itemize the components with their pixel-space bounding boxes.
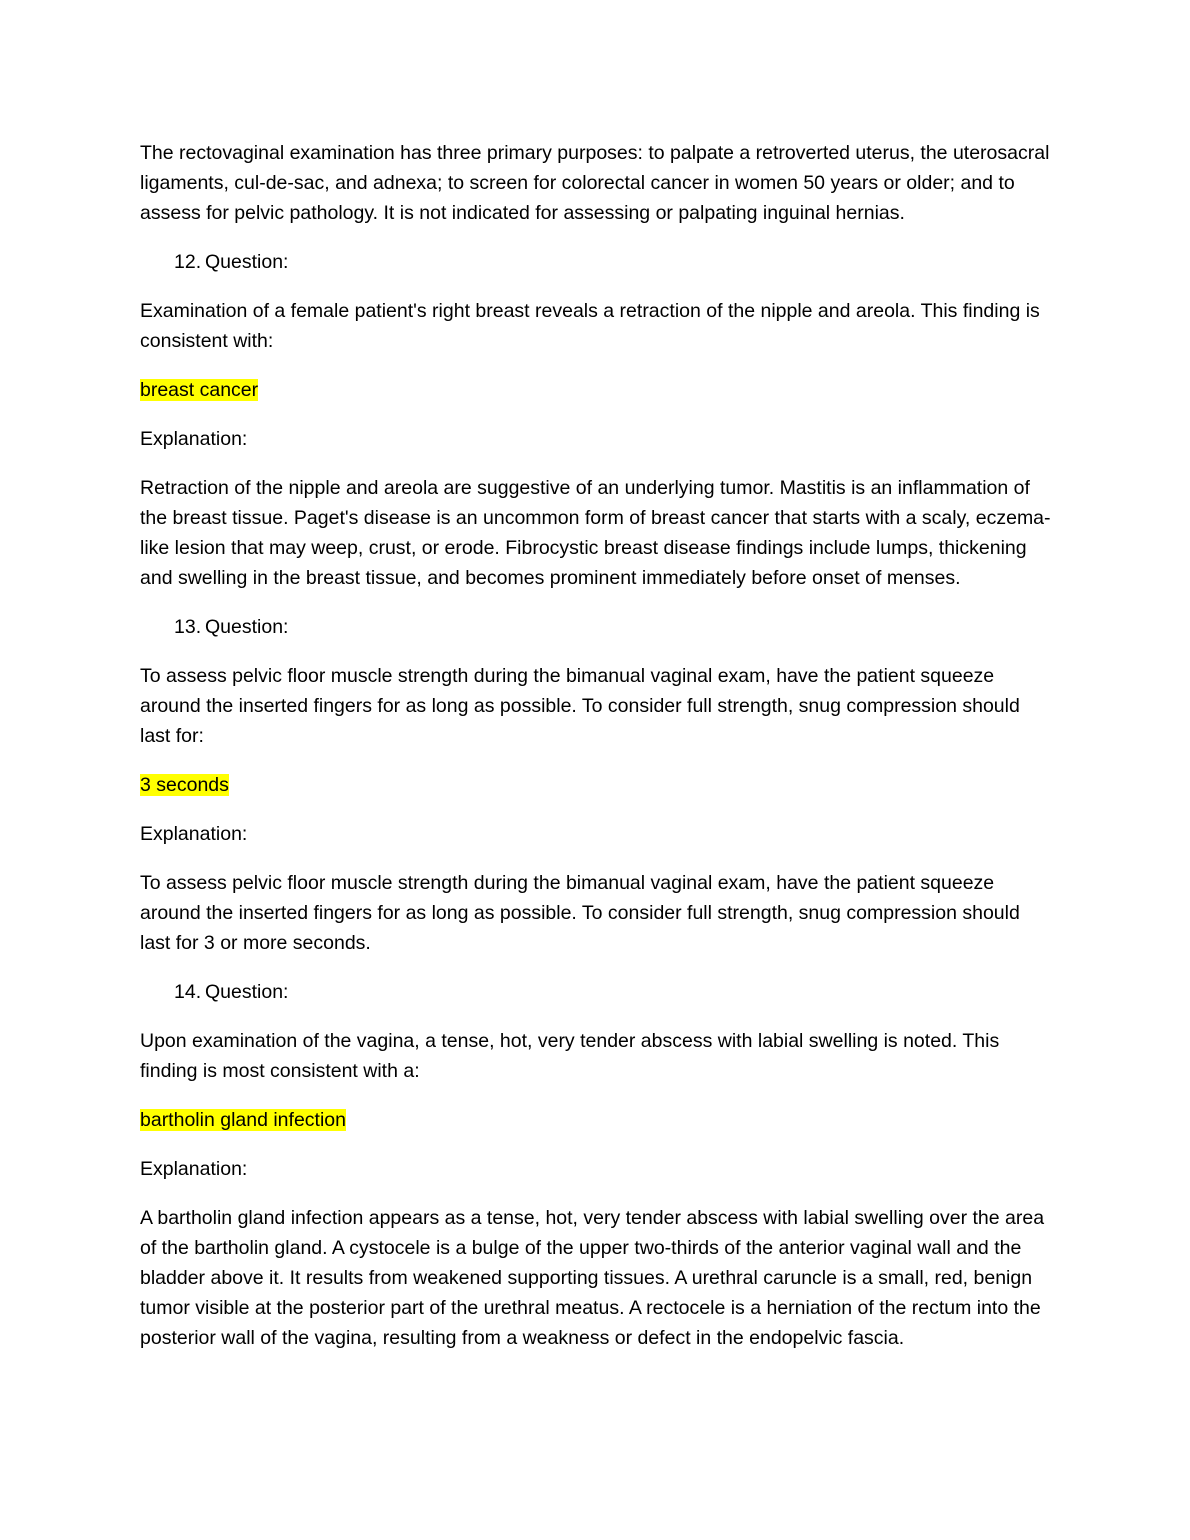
highlighted-answer: breast cancer <box>140 379 259 401</box>
question-text: To assess pelvic floor muscle strength during the bimanual vaginal exam, have the patient squeeze around the inserted fingers for as long as possible. To consider full strength, snug compression should last for: <box>140 665 1020 747</box>
question-block-14 <box>140 977 1052 1353</box>
answer-line <box>140 375 1052 405</box>
question-number: 14. <box>174 981 202 1003</box>
question-label: Question: <box>205 616 289 638</box>
question-heading <box>140 612 1052 642</box>
answer-line <box>140 770 1052 800</box>
question-heading <box>140 247 1052 277</box>
explanation-label: Explanation: <box>140 823 248 845</box>
intro-paragraph: The rectovaginal examination has three primary purposes: to palpate a retroverted uterus, the uterosacral ligaments, cul-de-sac, and adnexa; to screen for colorectal cancer in women 50 years or older; and to assess for pelvic pathology. It is not indicated for assessing or palpating inguinal hernias. <box>140 142 1050 224</box>
explanation-text: To assess pelvic floor muscle strength during the bimanual vaginal exam, have the patient squeeze around the inserted fingers for as long as possible. To consider full strength, snug compression should last for 3 or more seconds. <box>140 872 1020 954</box>
question-label: Question: <box>205 981 289 1003</box>
answer-line <box>140 1105 1052 1135</box>
highlighted-answer: bartholin gland infection <box>140 1109 346 1131</box>
explanation-label: Explanation: <box>140 1158 248 1180</box>
question-block-12 <box>140 247 1052 593</box>
question-number: 13. <box>174 616 202 638</box>
highlighted-answer: 3 seconds <box>140 774 229 796</box>
question-number: 12. <box>174 251 202 273</box>
question-block-13 <box>140 612 1052 958</box>
explanation-text: Retraction of the nipple and areola are suggestive of an underlying tumor. Mastitis is an inflammation of the breast tissue. Paget's disease is an uncommon form of breast cancer that starts with a scaly, eczema-like lesion that may weep, crust, or erode. Fibrocystic breast disease findings include lumps, thickening and swelling in the breast tissue, and becomes prominent immediately before onset of menses. <box>140 477 1051 589</box>
document-page <box>140 138 1052 1372</box>
question-heading <box>140 977 1052 1007</box>
question-text: Examination of a female patient's right breast reveals a retraction of the nipple and areola. This finding is consistent with: <box>140 300 1040 352</box>
explanation-text: A bartholin gland infection appears as a tense, hot, very tender abscess with labial swelling over the area of the bartholin gland. A cystocele is a bulge of the upper two-thirds of the anterior vaginal wall and the bladder above it. It results from weakened supporting tissues. A urethral caruncle is a small, red, benign tumor visible at the posterior part of the urethral meatus. A rectocele is a herniation of the rectum into the posterior wall of the vagina, resulting from a weakness or defect in the endopelvic fascia. <box>140 1207 1045 1349</box>
question-label: Question: <box>205 251 289 273</box>
question-text: Upon examination of the vagina, a tense, hot, very tender abscess with labial swelling is noted. This finding is most consistent with a: <box>140 1030 1000 1082</box>
explanation-label: Explanation: <box>140 428 248 450</box>
